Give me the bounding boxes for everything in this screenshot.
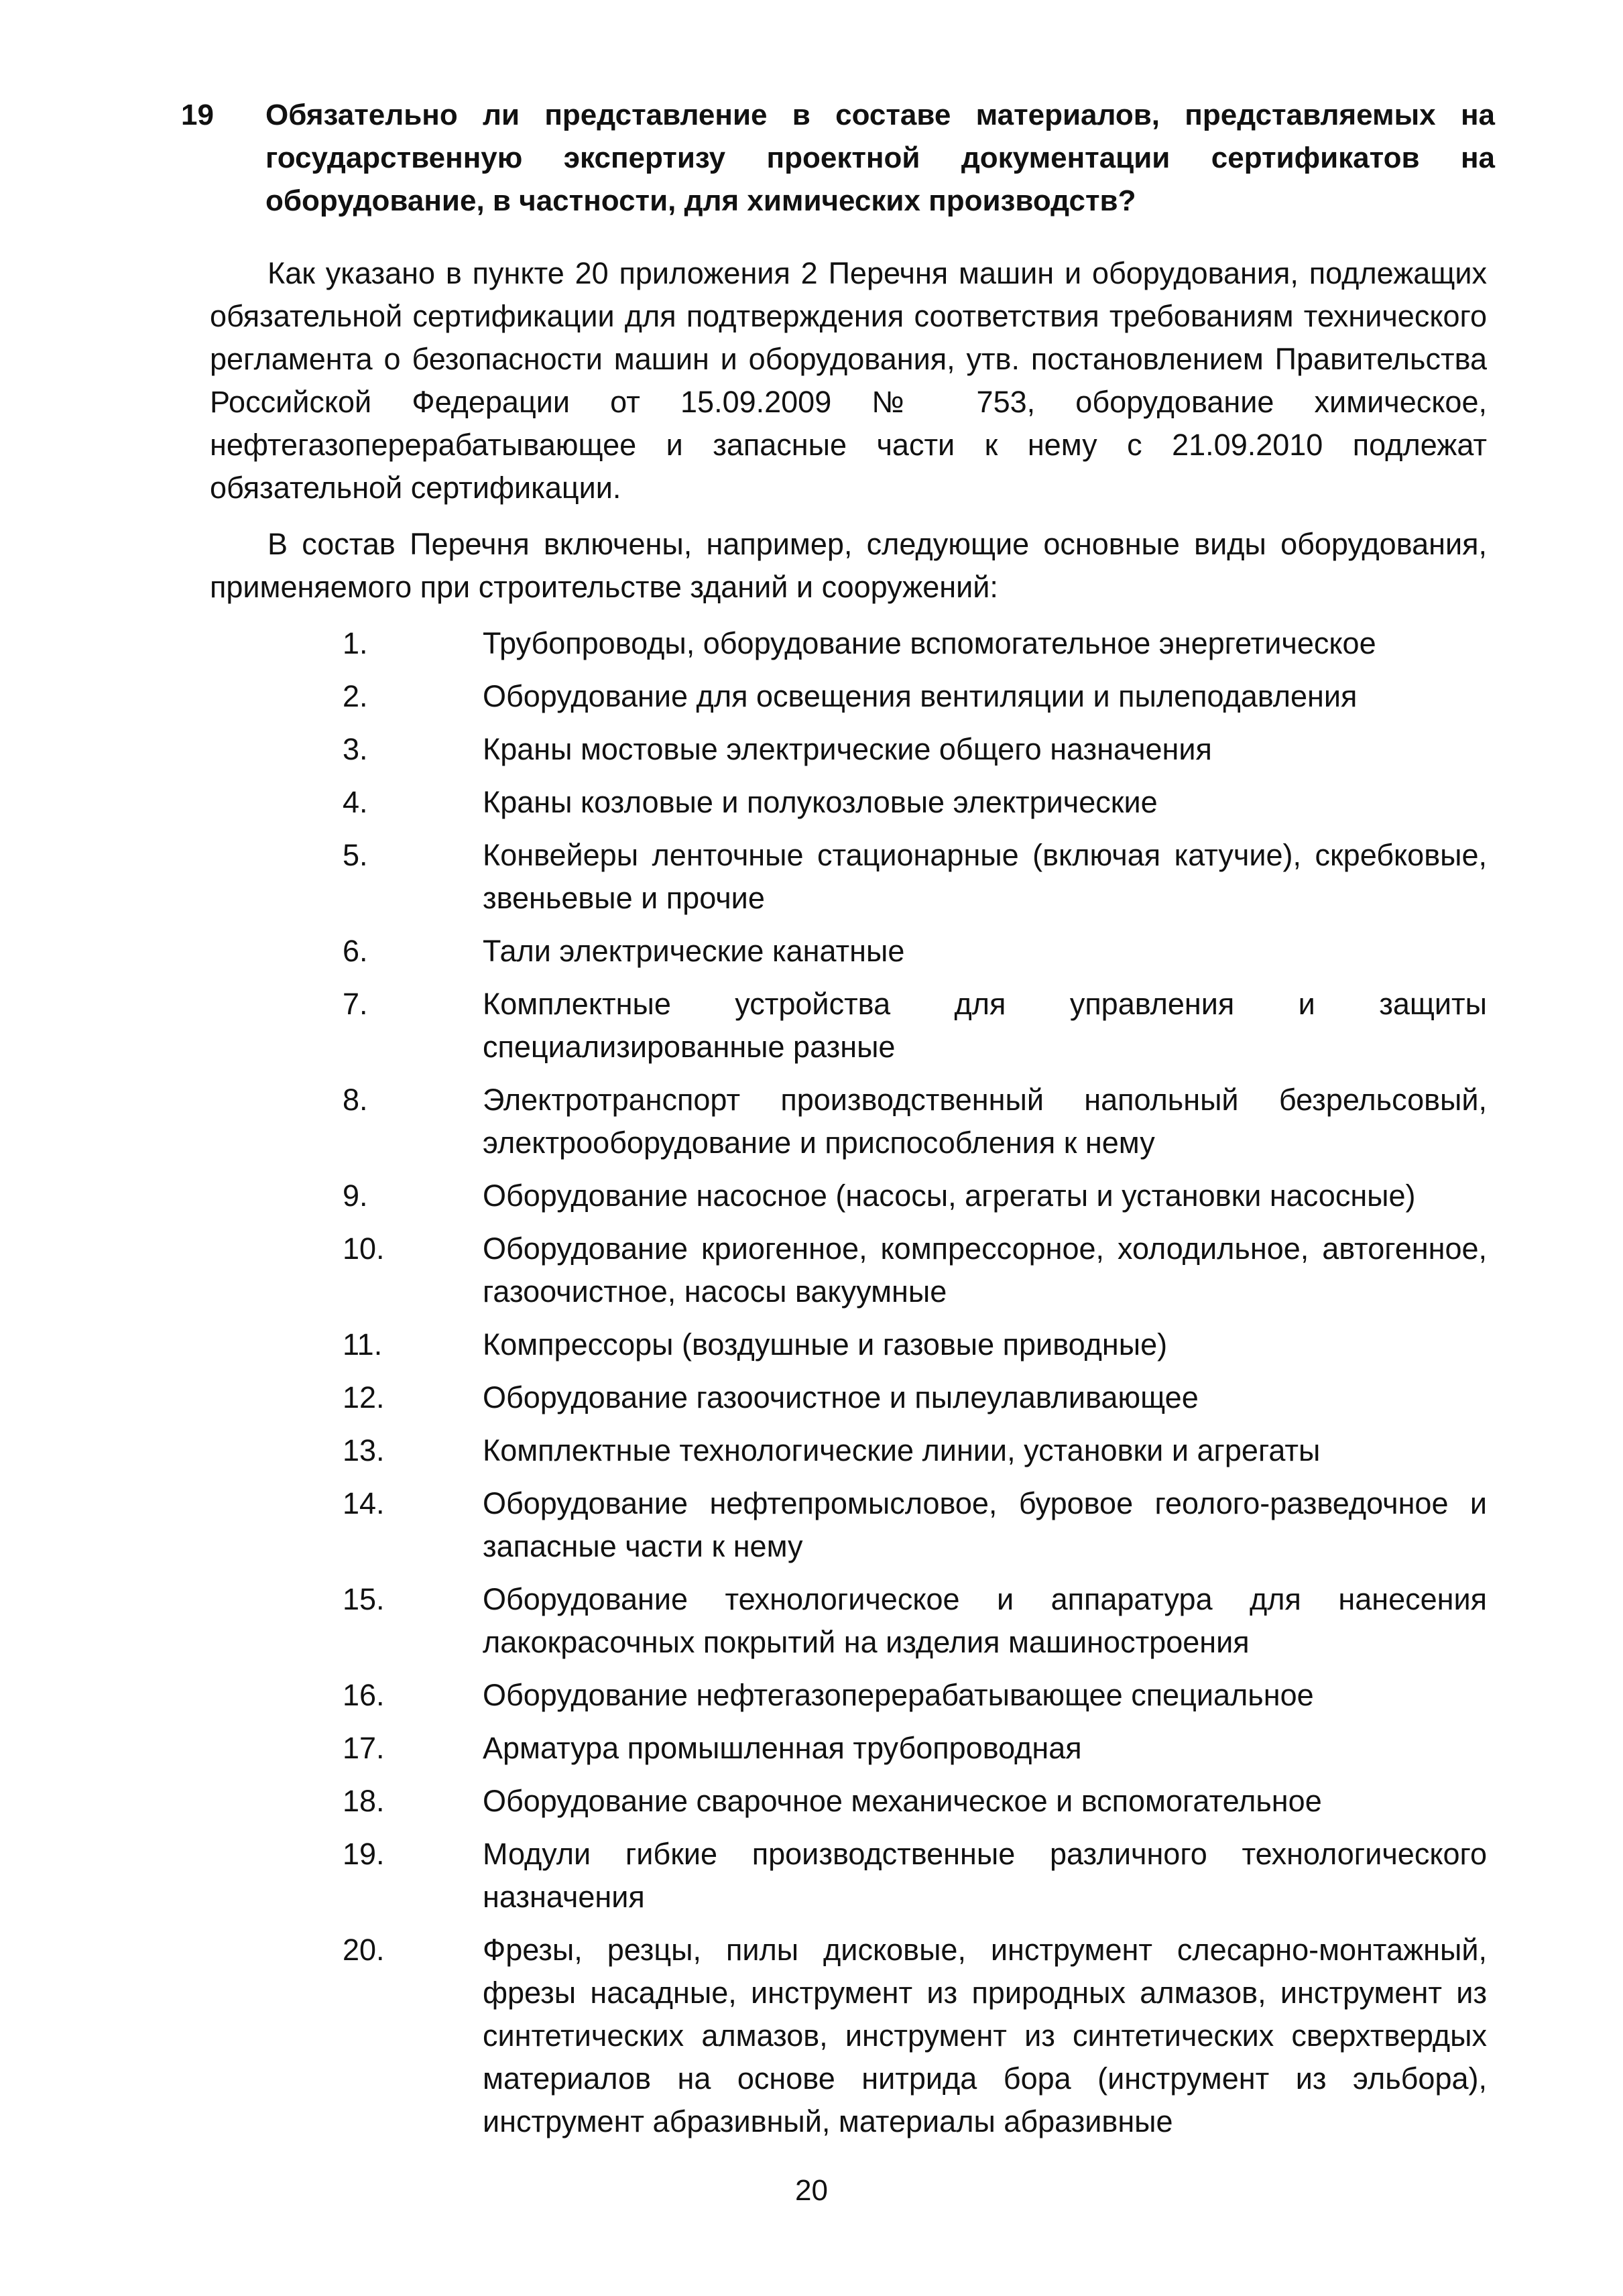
list-item — [210, 781, 1487, 824]
list-item-number: 8. — [343, 1083, 368, 1117]
list-item-text: Оборудование нефтегазоперерабатывающее специальное — [483, 1678, 1314, 1712]
list-item-text: Оборудование насосное (насосы, агрегаты и установки насосные) — [483, 1179, 1416, 1213]
list-item-number: 20. — [343, 1933, 385, 1967]
list-item-number: 16. — [343, 1678, 385, 1712]
list-item-number: 18. — [343, 1784, 385, 1818]
list-item-text: Оборудование сварочное механическое и вспомогательное — [483, 1784, 1322, 1818]
list-item — [210, 1227, 1487, 1313]
answer-paragraph-2: В состав Перечня включены, например, следующие основные виды оборудования, применяемого при строительстве зданий и сооружений: — [210, 527, 1487, 604]
list-item-text: Фрезы, резцы, пилы дисковые, инструмент слесарно-монтажный, фрезы насадные, инструмент из природных алмазов, инструмент из синтетических алмазов, инструмент из синтетических сверхтвердых материалов на основе нитрида бора (инструмент из эльбора), инструмент абразивный, материалы абразивные — [483, 1933, 1487, 2138]
list-item — [210, 1323, 1487, 1366]
list-item-text: Конвейеры ленточные стационарные (включая катучие), скребковые, звеньевые и прочие — [483, 838, 1487, 915]
list-item — [210, 1578, 1487, 1664]
page-number: 20 — [795, 2174, 828, 2207]
list-item — [210, 834, 1487, 920]
list-item-number: 3. — [343, 732, 368, 766]
list-item-number: 1. — [343, 626, 368, 660]
list-item-text: Оборудование криогенное, компрессорное, холодильное, автогенное, газоочистное, насосы вакуумные — [483, 1231, 1487, 1309]
list-item-text: Модули гибкие производственные различного технологического назначения — [483, 1837, 1487, 1914]
list-item-number: 6. — [343, 934, 368, 968]
list-item-number: 14. — [343, 1486, 385, 1520]
equipment-list — [210, 622, 1487, 2143]
list-item-number: 4. — [343, 785, 368, 819]
list-item-text: Компрессоры (воздушные и газовые приводные) — [483, 1327, 1168, 1362]
list-item-number: 13. — [343, 1433, 385, 1467]
list-item-number: 7. — [343, 987, 368, 1021]
list-item — [210, 1674, 1487, 1717]
list-item-number: 10. — [343, 1231, 385, 1266]
list-item — [210, 728, 1487, 771]
list-item-number: 12. — [343, 1380, 385, 1414]
list-item — [210, 1727, 1487, 1770]
list-item — [210, 1079, 1487, 1164]
question-number: 19 — [181, 99, 214, 131]
list-item — [210, 1174, 1487, 1217]
list-item — [210, 1833, 1487, 1919]
list-item-text: Электротранспорт производственный напольный безрельсовый, электрооборудование и приспособления к нему — [483, 1083, 1487, 1160]
list-item-text: Комплектные технологические линии, установки и агрегаты — [483, 1433, 1321, 1467]
list-item — [210, 1780, 1487, 1823]
answer-body — [210, 252, 1487, 2153]
list-item-text: Краны мостовые электрические общего назначения — [483, 732, 1212, 766]
list-item-number: 19. — [343, 1837, 385, 1871]
list-item-text: Тали электрические канатные — [483, 934, 905, 968]
question-text: Обязательно ли представление в составе материалов, представляемых на государственную экспертизу проектной документации сертификатов на оборудование, в частности, для химических производств? — [265, 99, 1495, 217]
list-item — [210, 1482, 1487, 1568]
list-item-text: Оборудование для освещения вентиляции и пылеподавления — [483, 679, 1358, 713]
list-item-text: Арматура промышленная трубопроводная — [483, 1731, 1082, 1765]
question-heading — [181, 94, 1495, 223]
list-item-number: 11. — [343, 1327, 383, 1362]
list-item-text: Оборудование нефтепромысловое, буровое геолого-разведочное и запасные части к нему — [483, 1486, 1487, 1563]
list-item-text: Краны козловые и полукозловые электрические — [483, 785, 1158, 819]
list-item-text: Комплектные устройства для управления и защиты специализированные разные — [483, 987, 1487, 1064]
list-item-text: Оборудование газоочистное и пылеулавливающее — [483, 1380, 1199, 1414]
list-item — [210, 1429, 1487, 1472]
list-item — [210, 1376, 1487, 1419]
list-item-number: 2. — [343, 679, 368, 713]
answer-paragraph-1: Как указано в пункте 20 приложения 2 Перечня машин и оборудования, подлежащих обязательной сертификации для подтверждения соответствия требованиям технического регламента о безопасности машин и оборудования, утв. постановлением Правительства Российской Федерации от 15.09.2009 № 753, оборудование химическое, нефтегазоперерабатывающее и запасные части к нему с 21.09.2010 подлежат обязательной сертификации. — [210, 256, 1487, 505]
list-item-number: 17. — [343, 1731, 385, 1765]
list-item — [210, 622, 1487, 665]
list-item-text: Оборудование технологическое и аппаратура для нанесения лакокрасочных покрытий на изделия машиностроения — [483, 1582, 1487, 1659]
list-item — [210, 1929, 1487, 2143]
list-item — [210, 675, 1487, 718]
list-item-number: 9. — [343, 1179, 368, 1213]
list-item — [210, 930, 1487, 973]
list-item-text: Трубопроводы, оборудование вспомогательное энергетическое — [483, 626, 1376, 660]
list-item — [210, 983, 1487, 1069]
list-item-number: 5. — [343, 838, 368, 872]
list-item-number: 15. — [343, 1582, 385, 1616]
